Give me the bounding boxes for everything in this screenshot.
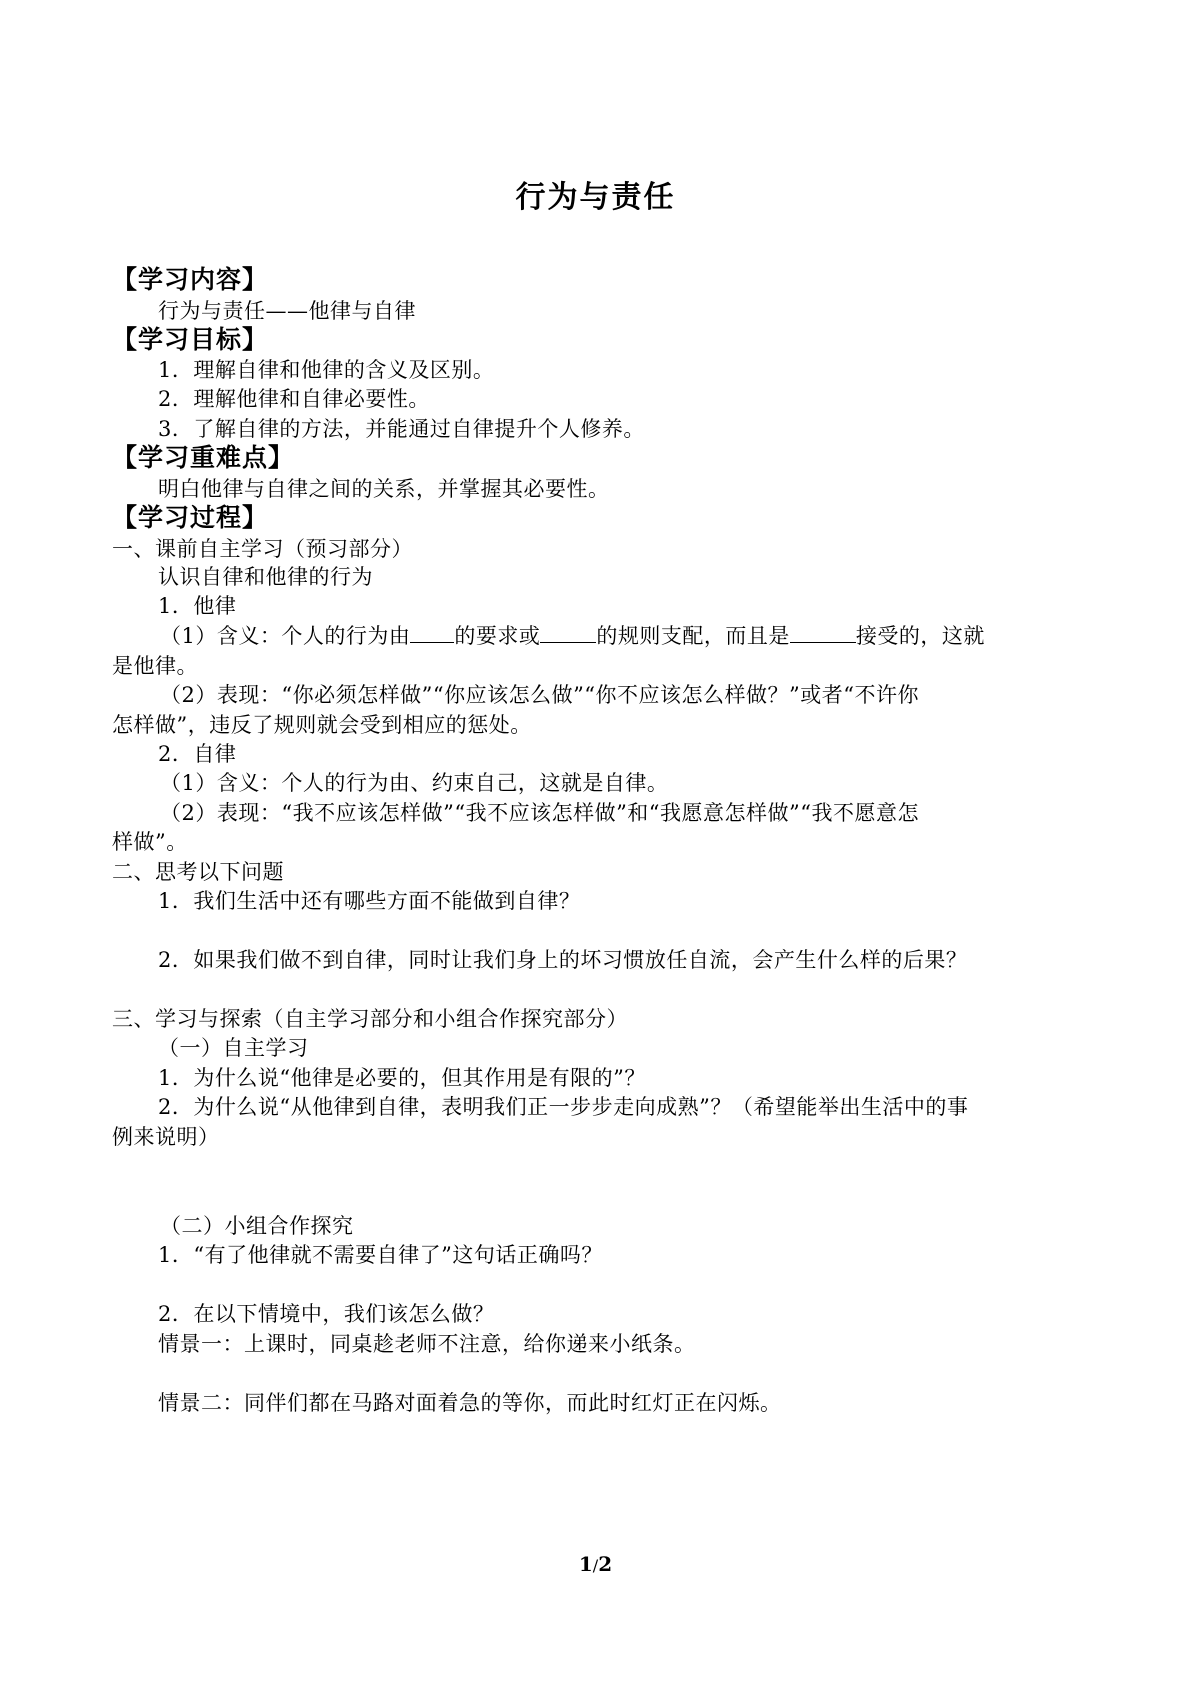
definition-part-a: （1）含义：个人的行为由	[160, 624, 411, 648]
heading-key-points: 【学习重难点】	[112, 443, 295, 472]
autonomy-performance-line1: （2）表现：“我不应该怎样做”“我不应该怎样做”和“我愿意怎样做”“我不愿意怎	[160, 801, 920, 825]
definition-part-b: 的要求或	[454, 624, 541, 648]
group-question-2: 2．在以下情境中，我们该怎么做？	[158, 1302, 495, 1326]
self-study-question-2-line1: 2．为什么说“从他律到自律，表明我们正一步步走向成熟”？（希望能举出生活中的事	[158, 1095, 969, 1119]
heteronomy-performance-line2: 怎样做”，违反了规则就会受到相应的惩处。	[112, 713, 532, 737]
part1-intro: 认识自律和他律的行为	[158, 565, 373, 589]
definition-part-c: 的规则支配，而且是	[596, 624, 790, 648]
autonomy-label: 2．自律	[158, 742, 237, 766]
fill-in-blank-2[interactable]	[540, 624, 596, 643]
heading-content: 【学习内容】	[112, 265, 269, 294]
heteronomy-label: 1．他律	[158, 594, 237, 618]
document-title: 行为与责任	[515, 180, 676, 215]
goal-item-2: 2．理解他律和自律必要性。	[158, 387, 430, 411]
autonomy-definition: （1）含义：个人的行为由、约束自己，这就是自律。	[160, 771, 669, 795]
fill-in-blank-3[interactable]	[790, 624, 856, 643]
self-study-question-2-line2: 例来说明）	[112, 1125, 220, 1149]
definition-part-d: 接受的，这就	[855, 624, 985, 648]
part1-heading: 一、课前自主学习（预习部分）	[112, 537, 413, 561]
part2-question-1: 1．我们生活中还有哪些方面不能做到自律？	[158, 889, 581, 913]
heteronomy-definition	[160, 622, 1130, 650]
heteronomy-performance-line1: （2）表现：“你必须怎样做”“你应该怎么做”“你不应该怎么样做？”或者“不许你	[160, 683, 920, 707]
scenario-2: 情景二：同伴们都在马路对面着急的等你，而此时红灯正在闪烁。	[158, 1391, 782, 1415]
self-study-label: （一）自主学习	[158, 1036, 309, 1060]
self-study-question-1: 1．为什么说“他律是必要的，但其作用是有限的”？	[158, 1066, 646, 1090]
group-question-1: 1．“有了他律就不需要自律了”这句话正确吗？	[158, 1243, 603, 1267]
page-current: 1	[578, 1552, 593, 1576]
part2-question-2: 2．如果我们做不到自律，同时让我们身上的坏习惯放任自流，会产生什么样的后果？	[158, 948, 968, 972]
heading-process: 【学习过程】	[112, 503, 269, 532]
scenario-1: 情景一：上课时，同桌趁老师不注意，给你递来小纸条。	[158, 1332, 696, 1356]
heteronomy-definition-continued: 是他律。	[112, 654, 198, 678]
page-total: 2	[598, 1552, 613, 1576]
fill-in-blank-1[interactable]	[410, 624, 454, 643]
goal-item-1: 1．理解自律和他律的含义及区别。	[158, 358, 495, 382]
heading-goals: 【学习目标】	[112, 325, 269, 354]
page-number	[0, 1552, 1191, 1576]
key-points-text: 明白他律与自律之间的关系，并掌握其必要性。	[158, 477, 610, 501]
part2-heading: 二、思考以下问题	[112, 860, 284, 884]
autonomy-performance-line2: 样做”。	[112, 830, 188, 854]
goal-item-3: 3．了解自律的方法，并能通过自律提升个人修养。	[158, 417, 645, 441]
group-study-label: （二）小组合作探究	[160, 1214, 354, 1238]
page-separator: /	[592, 1556, 599, 1575]
content-text: 行为与责任——他律与自律	[158, 299, 416, 323]
part3-heading: 三、学习与探索（自主学习部分和小组合作探究部分）	[112, 1007, 628, 1031]
